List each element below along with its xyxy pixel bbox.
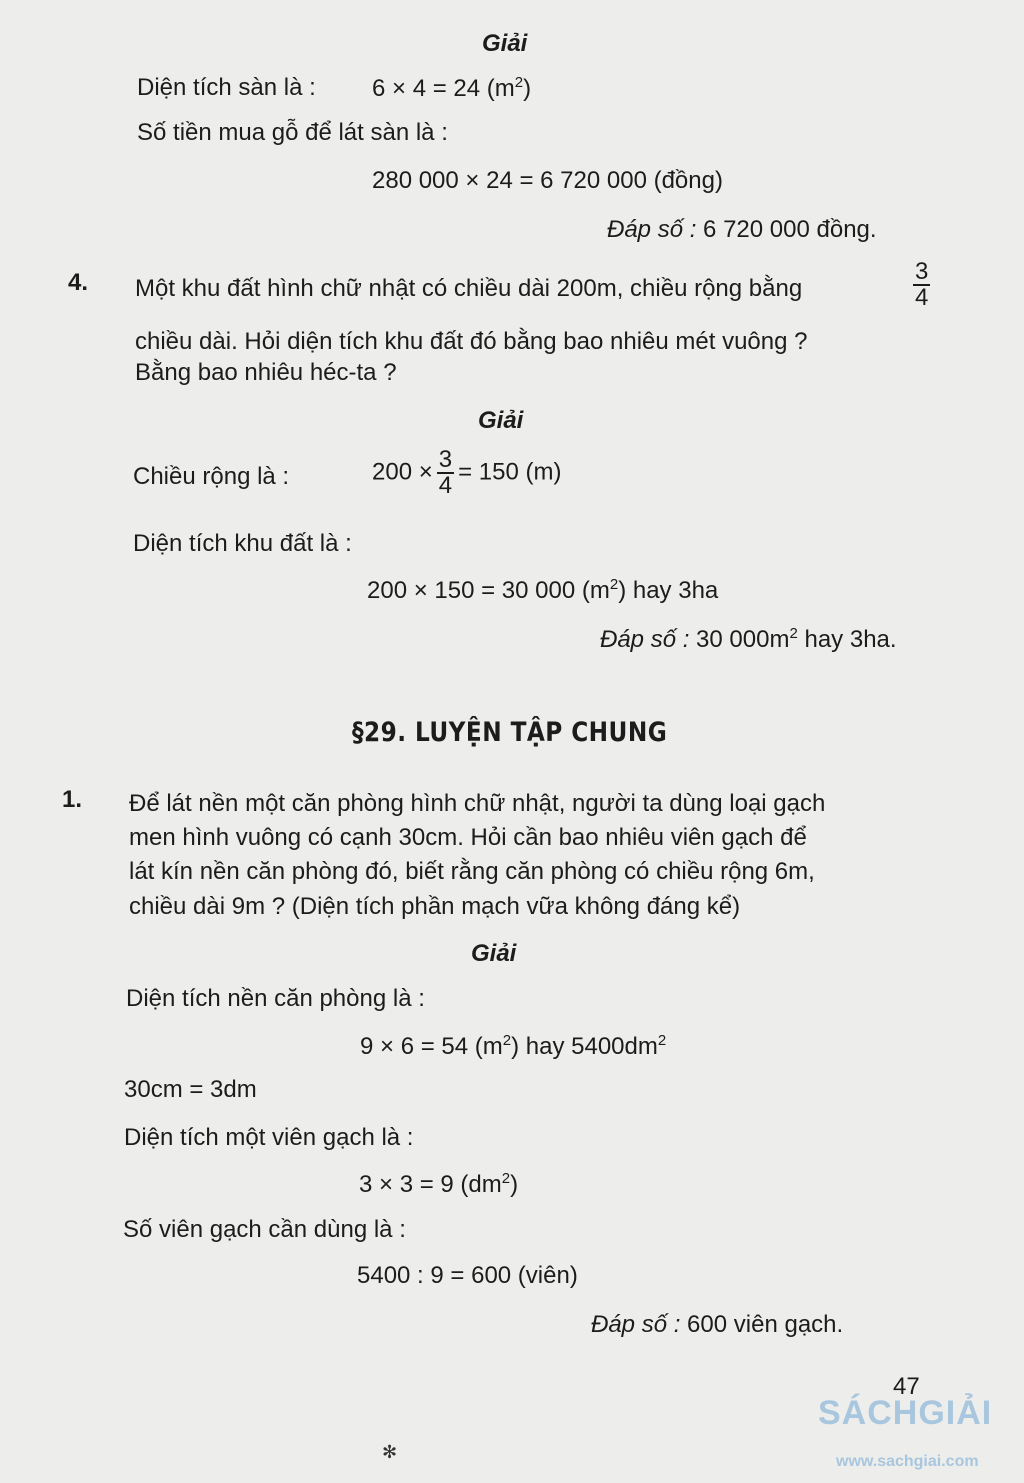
- unit-conversion: 30cm = 3dm: [124, 1076, 257, 1103]
- problem-text: Để lát nền một căn phòng hình chữ nhật, người ta dùng loại gạch: [129, 790, 826, 817]
- fraction: $\frac{3}{4}$: [915, 258, 929, 311]
- width-calc: 200 × $\frac{3}{4}$ = 150 (m): [372, 446, 562, 499]
- problem-text: Một khu đất hình chữ nhật có chiều dài 200m, chiều rộng bằng: [135, 275, 803, 302]
- floor-area-label: Diện tích sàn là :: [137, 74, 316, 101]
- solution-heading: Giải: [471, 940, 517, 967]
- floor-area-calc: 6 × 4 = 24 $(m^2)$: [372, 74, 532, 102]
- width-label: Chiều rộng là :: [133, 463, 290, 490]
- wood-cost-label: Số tiền mua gỗ để lát sàn là :: [137, 119, 448, 146]
- tile-area-calc: 3 × 3 = 9 $(dm^2)$: [359, 1170, 519, 1198]
- answer-line: Đáp số : 600 viên gạch.: [591, 1311, 844, 1338]
- land-area-calc: 200 × 150 = 30 000 $(m^2)$ hay 3ha: [367, 576, 719, 604]
- problem-text: Bằng bao nhiêu héc-ta ?: [135, 359, 397, 386]
- solution-heading: Giải: [478, 407, 524, 434]
- problem-number: 1.: [62, 786, 83, 813]
- solution-heading: Giải: [482, 30, 528, 57]
- problem-text: chiều dài 9m ? (Diện tích phần mạch vữa không đáng kể): [129, 893, 741, 920]
- answer-line: Đáp số : 30 $000m^2$ hay 3ha.: [600, 625, 897, 653]
- room-area-label: Diện tích nền căn phòng là :: [126, 985, 425, 1012]
- wood-cost-calc: 280 000 × 24 = 6 720 000 (đồng): [372, 167, 723, 194]
- tile-count-label: Số viên gạch cần dùng là :: [123, 1216, 406, 1243]
- site-url: www.sachgiai.com: [836, 1453, 979, 1470]
- decorative-mark-icon: ✻: [382, 1442, 398, 1462]
- problem-number: 4.: [68, 269, 89, 296]
- tile-count-calc: 5400 : 9 = 600 (viên): [357, 1262, 578, 1289]
- room-area-calc: 9 × 6 = 54 $(m^2)$ hay $5400dm^2$: [360, 1032, 667, 1060]
- problem-text: lát kín nền căn phòng đó, biết rằng căn phòng có chiều rộng 6m,: [129, 858, 815, 885]
- answer-line: Đáp số : 6 720 000 đồng.: [607, 216, 877, 243]
- land-area-label: Diện tích khu đất là :: [133, 530, 352, 557]
- problem-text: men hình vuông có cạnh 30cm. Hỏi cần bao nhiêu viên gạch để: [129, 824, 807, 851]
- site-logo: SÁCHGIẢI: [818, 1394, 993, 1432]
- page-number: 47: [893, 1373, 920, 1400]
- problem-text: chiều dài. Hỏi diện tích khu đất đó bằng bao nhiêu mét vuông ?: [135, 328, 808, 355]
- section-title: §29. LUYỆN TẬP CHUNG: [352, 717, 668, 748]
- tile-area-label: Diện tích một viên gạch là :: [124, 1124, 414, 1151]
